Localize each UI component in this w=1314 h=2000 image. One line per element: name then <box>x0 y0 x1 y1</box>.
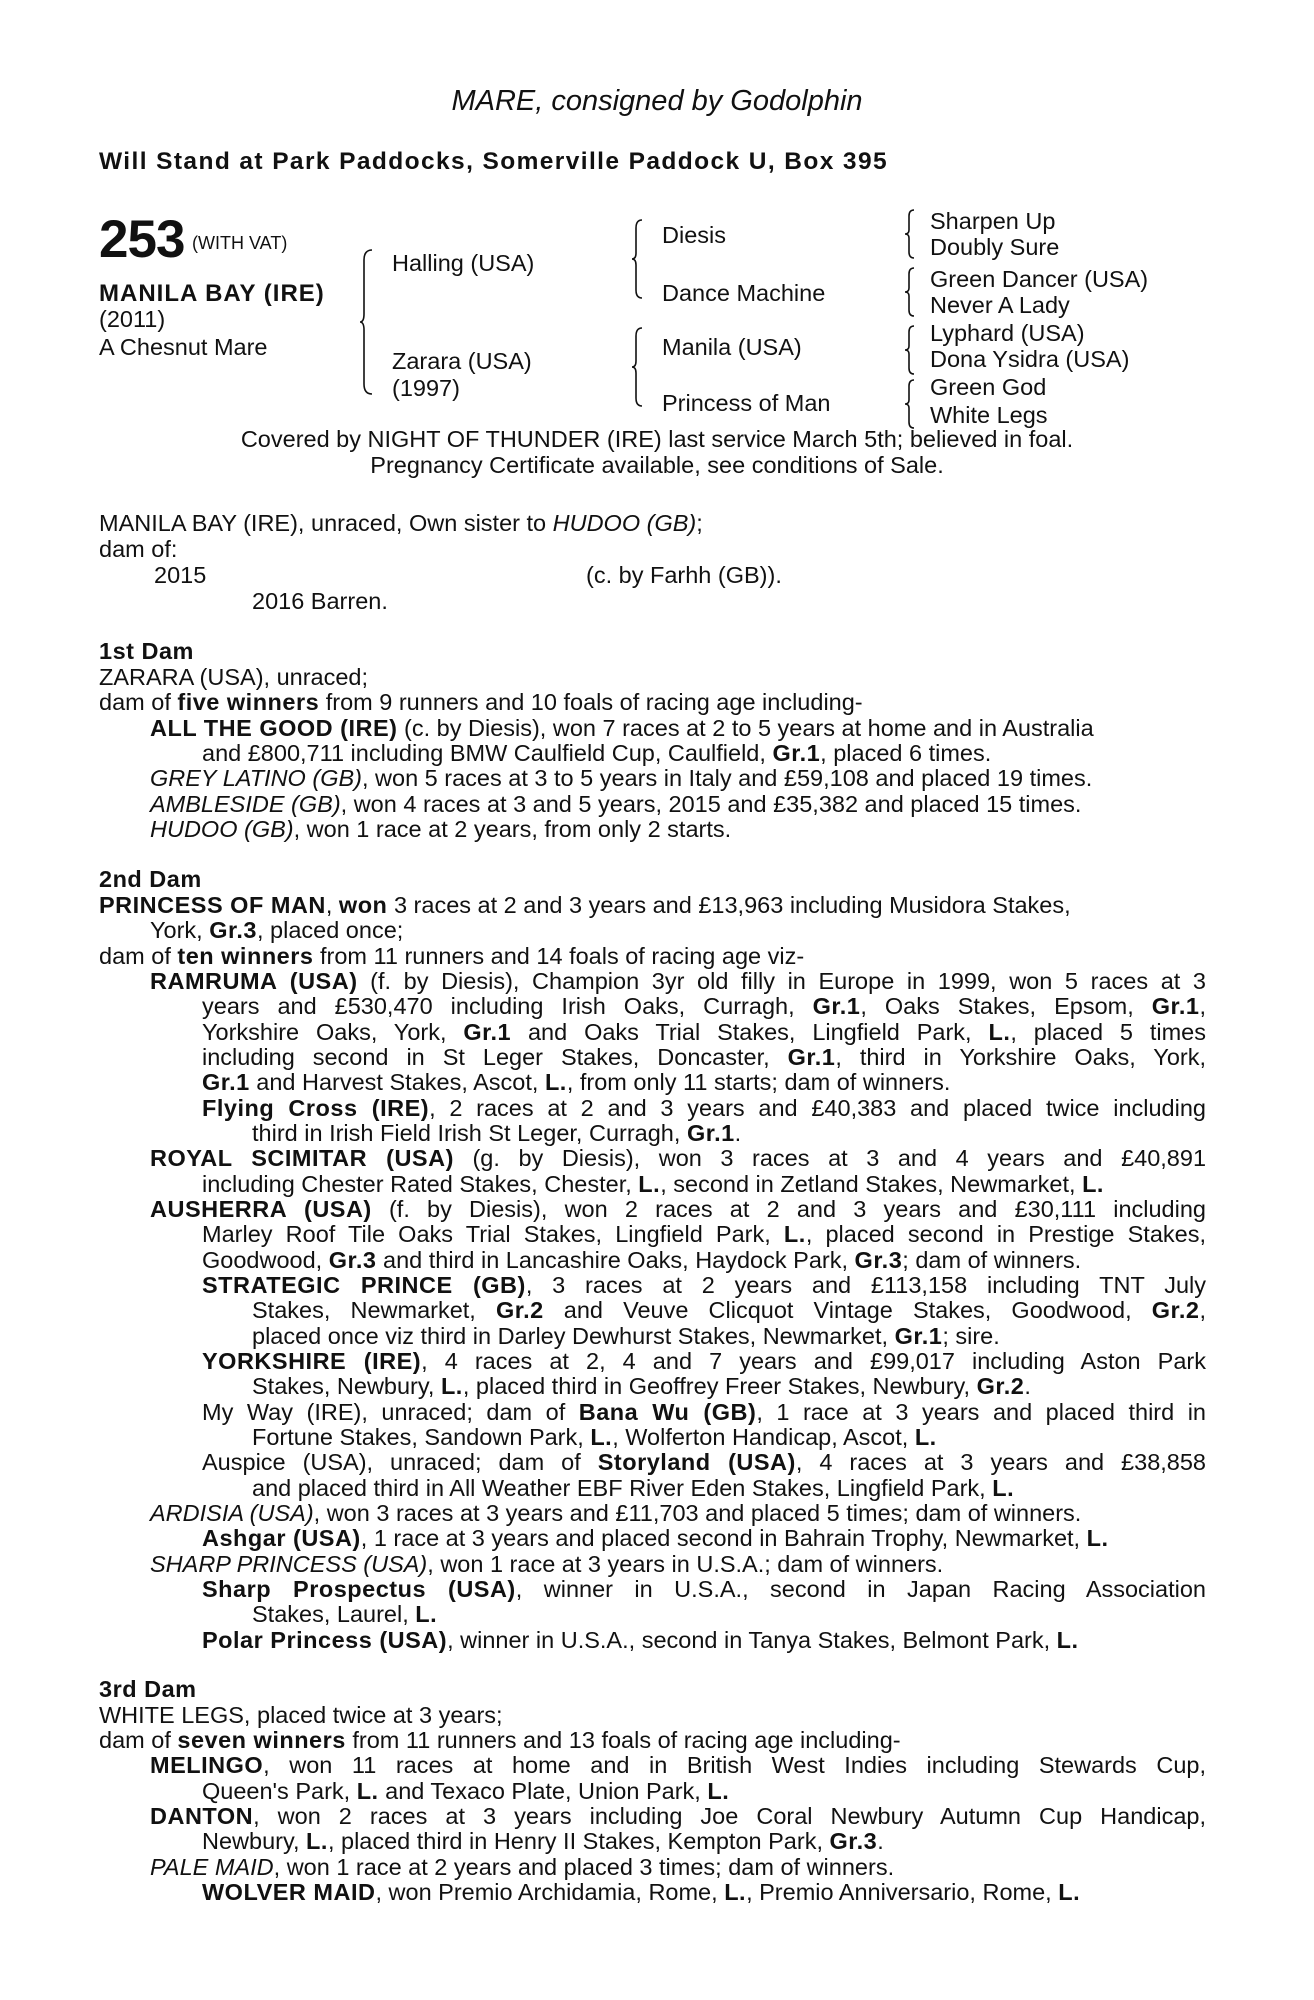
second-dam-line: Stakes, Newmarket, Gr.2 and Veuve Clicquot Vintage Stakes, Goodwood, Gr.2, <box>252 1299 1206 1323</box>
second-dam-line: STRATEGIC PRINCE (GB), 3 races at 2 years and £113,158 including TNT July <box>202 1274 1206 1298</box>
pedigree-sds: Green Dancer (USA) <box>930 266 1149 292</box>
produce-intro: MANILA BAY (IRE), unraced, Own sister to HUDOO (GB); <box>99 510 703 536</box>
pedigree-sss: Sharpen Up <box>930 208 1056 234</box>
third-dam-line: Queen's Park, L. and Texaco Plate, Union Park, L. <box>202 1778 730 1804</box>
second-dam-line: Auspice (USA), unraced; dam of Storyland (USA), 4 races at 3 years and £38,858 <box>202 1451 1206 1475</box>
third-dam-line: PALE MAID, won 1 race at 2 years and placed 3 times; dam of winners. <box>150 1854 895 1880</box>
first-dam-line: ZARARA (USA), unraced; <box>99 664 369 690</box>
produce-2015-detail: (c. by Farhh (GB)). <box>586 562 782 588</box>
pedigree-bracket-sire <box>632 218 652 300</box>
first-dam-line: ALL THE GOOD (IRE) (c. by Diesis), won 7 races at 2 to 5 years at home and in Australia <box>150 715 1094 741</box>
second-dam-line: Sharp Prospectus (USA), winner in U.S.A., second in Japan Racing Association <box>202 1578 1206 1602</box>
second-dam-line: ARDISIA (USA), won 3 races at 3 years and £11,703 and placed 5 times; dam of winners. <box>150 1500 1082 1526</box>
second-dam-line: York, Gr.3, placed once; <box>150 917 404 943</box>
second-dam-line: Gr.1 and Harvest Stakes, Ascot, L., from only 11 starts; dam of winners. <box>202 1069 951 1095</box>
second-dam-line: including Chester Rated Stakes, Chester, L., second in Zetland Stakes, Newmarket, L. <box>202 1171 1104 1197</box>
second-dam-line: dam of ten winners from 11 runners and 14 foals of racing age viz- <box>99 943 805 969</box>
second-dam-line: ROYAL SCIMITAR (USA) (g. by Diesis), won 3 races at 3 and 4 years and £40,891 <box>150 1147 1206 1171</box>
third-dam-line: Newbury, L., placed third in Henry II Stakes, Kempton Park, Gr.3. <box>202 1828 884 1854</box>
second-dam-line: YORKSHIRE (IRE), 4 races at 2, 4 and 7 years and £99,017 including Aston Park <box>202 1350 1206 1374</box>
first-dam-line: HUDOO (GB), won 1 race at 2 years, from only 2 starts. <box>150 816 732 842</box>
pedigree-ssd: Doubly Sure <box>930 234 1060 260</box>
first-dam-line: dam of five winners from 9 runners and 10 foals of racing age including- <box>99 689 863 715</box>
pedigree-ddd: White Legs <box>930 402 1048 428</box>
third-dam-line: dam of seven winners from 11 runners and 13 foals of racing age including- <box>99 1727 901 1753</box>
pedigree-dam: Zarara (USA) <box>392 348 532 374</box>
second-dam-line: placed once viz third in Darley Dewhurst Stakes, Newmarket, Gr.1; sire. <box>252 1323 1000 1349</box>
lot-number: 253 <box>99 210 185 269</box>
pedigree-sire-dam: Dance Machine <box>662 280 826 306</box>
pedigree-dds: Green God <box>930 374 1047 400</box>
pedigree-bracket-ss <box>905 208 921 260</box>
third-dam-line: DANTON, won 2 races at 3 years including Joe Coral Newbury Autumn Cup Handicap, <box>150 1805 1206 1829</box>
vat-note: (WITH VAT) <box>192 233 288 253</box>
second-dam-line: Polar Princess (USA), winner in U.S.A., second in Tanya Stakes, Belmont Park, L. <box>202 1627 1079 1653</box>
second-dam-line: AUSHERRA (USA) (f. by Diesis), won 2 races at 2 and 3 years and £30,111 including <box>150 1198 1206 1222</box>
third-dam-line: MELINGO, won 11 races at home and in British West Indies including Stewards Cup, <box>150 1754 1206 1778</box>
pedigree-dss: Lyphard (USA) <box>930 320 1085 346</box>
second-dam-heading: 2nd Dam <box>99 866 202 892</box>
pedigree-sire: Halling (USA) <box>392 250 535 276</box>
pedigree-bracket-main <box>360 248 380 398</box>
second-dam-line: Flying Cross (IRE), 2 races at 2 and 3 years and £40,383 and placed twice including <box>202 1097 1206 1121</box>
second-dam-line: Yorkshire Oaks, York, Gr.1 and Oaks Trial Stakes, Lingfield Park, L., placed 5 times <box>202 1021 1206 1045</box>
third-dam-line: WOLVER MAID, won Premio Archidamia, Rome, L., Premio Anniversario, Rome, L. <box>202 1879 1081 1905</box>
second-dam-line: Goodwood, Gr.3 and third in Lancashire Oaks, Haydock Park, Gr.3; dam of winners. <box>202 1247 1082 1273</box>
second-dam-line: SHARP PRINCESS (USA), won 1 race at 3 years in U.S.A.; dam of winners. <box>150 1551 944 1577</box>
page-title: MARE, consigned by Godolphin <box>451 85 863 117</box>
second-dam-line: PRINCESS OF MAN, won 3 races at 2 and 3 years and £13,963 including Musidora Stakes, <box>99 892 1071 918</box>
pregnancy-note: Pregnancy Certificate available, see conditions of Sale. <box>370 452 944 478</box>
horse-description: A Chesnut Mare <box>99 334 268 360</box>
first-dam-line: AMBLESIDE (GB), won 4 races at 3 and 5 years, 2015 and £35,382 and placed 15 times. <box>150 791 1082 817</box>
pedigree-dam-year: (1997) <box>392 375 460 401</box>
second-dam-line: including second in St Leger Stakes, Doncaster, Gr.1, third in Yorkshire Oaks, York, <box>202 1046 1206 1070</box>
second-dam-line: Stakes, Newbury, L., placed third in Geoffrey Freer Stakes, Newbury, Gr.2. <box>252 1373 1031 1399</box>
second-dam-line: Marley Roof Tile Oaks Trial Stakes, Lingfield Park, L., placed second in Prestige Stakes, <box>202 1223 1206 1247</box>
third-dam-line: WHITE LEGS, placed twice at 3 years; <box>99 1702 503 1728</box>
second-dam-line: My Way (IRE), unraced; dam of Bana Wu (GB), 1 race at 3 years and placed third in <box>202 1401 1206 1425</box>
first-dam-line: GREY LATINO (GB), won 5 races at 3 to 5 years in Italy and £59,108 and placed 19 times. <box>150 765 1093 791</box>
third-dam-heading: 3rd Dam <box>99 1676 197 1702</box>
second-dam-line: Fortune Stakes, Sandown Park, L., Wolferton Handicap, Ascot, L. <box>252 1424 937 1450</box>
second-dam-line: RAMRUMA (USA) (f. by Diesis), Champion 3yr old filly in Europe in 1999, won 5 races at 3 <box>150 970 1206 994</box>
second-dam-line: Ashgar (USA), 1 race at 3 years and placed second in Bahrain Trophy, Newmarket, L. <box>202 1525 1109 1551</box>
second-dam-line: years and £530,470 including Irish Oaks, Curragh, Gr.1, Oaks Stakes, Epsom, Gr.1, <box>202 995 1206 1019</box>
second-dam-line: third in Irish Field Irish St Leger, Curragh, Gr.1. <box>252 1120 742 1146</box>
second-dam-line: and placed third in All Weather EBF River Eden Stakes, Lingfield Park, L. <box>252 1475 1015 1501</box>
horse-year: (2011) <box>99 306 166 332</box>
second-dam-line: Stakes, Laurel, L. <box>252 1601 438 1627</box>
pedigree-sdd: Never A Lady <box>930 292 1070 318</box>
covered-note: Covered by NIGHT OF THUNDER (IRE) last service March 5th; believed in foal. <box>240 426 1074 452</box>
pedigree-bracket-ds <box>905 324 921 376</box>
pedigree-dam-sire: Manila (USA) <box>662 334 802 360</box>
first-dam-line: and £800,711 including BMW Caulfield Cup, Caulfield, Gr.1, placed 6 times. <box>202 740 992 766</box>
produce-dam-of: dam of: <box>99 536 178 562</box>
produce-2015-year: 2015 <box>154 562 207 588</box>
pedigree-bracket-dam <box>632 326 652 408</box>
first-dam-heading: 1st Dam <box>99 638 194 664</box>
pedigree-dsd: Dona Ysidra (USA) <box>930 346 1130 372</box>
horse-name: MANILA BAY (IRE) <box>99 280 325 307</box>
produce-2016: 2016 Barren. <box>252 588 388 614</box>
pedigree-sire-sire: Diesis <box>662 222 726 248</box>
pedigree-bracket-dd <box>905 378 921 430</box>
stand-location: Will Stand at Park Paddocks, Somerville Paddock U, Box 395 <box>99 148 889 175</box>
pedigree-bracket-sd <box>905 266 921 318</box>
pedigree-dam-dam: Princess of Man <box>662 390 831 416</box>
